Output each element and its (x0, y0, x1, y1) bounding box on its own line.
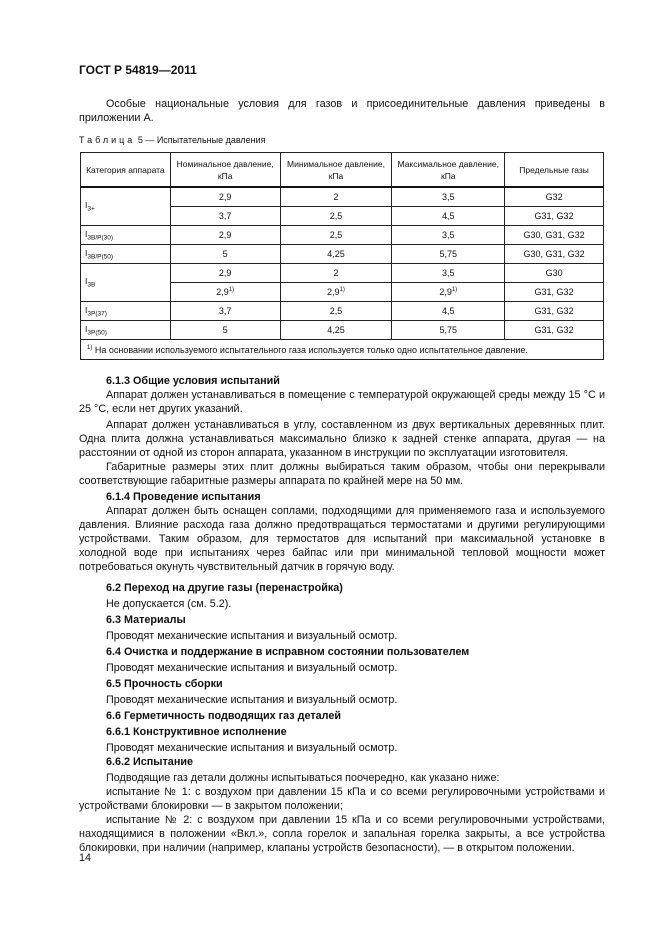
cell: 3,7 (170, 207, 280, 226)
cell: G30, G31, G32 (505, 245, 604, 264)
category-cell: $I_{3P(50)}$ (81, 321, 171, 340)
table-header-row (81, 153, 604, 188)
paragraph: Не допускается (см. 5.2). (106, 598, 232, 610)
table-row (81, 245, 604, 264)
cell: 2 (280, 187, 392, 207)
intro-paragraph: Особые национальные условия для газов и присоединительные давления приведены в приложении А. (79, 98, 605, 124)
cell: 2,9$^{1)}$ (392, 283, 505, 302)
category-cell: $I_{3+}$ (81, 187, 171, 226)
category-cell: $I_{3B}$ (81, 264, 171, 302)
section-heading: 6.6.2 Испытание (106, 756, 193, 768)
cell: 2,5 (280, 207, 392, 226)
cell: G30 (505, 264, 604, 283)
cell: G32 (505, 187, 604, 207)
category-cell: $I_{3B/P(30)}$ (81, 226, 171, 245)
paragraph: испытание № 2: с воздухом при давлении 15 кПа и со всеми регулировочными устройствами, находящимися в положении «Вкл.», сопла горелок и запальная горелка закрыты, а все устройства блокировки, при наличии (например, клапаны устройств безопасности), — в открытом положении. (79, 814, 605, 854)
paragraph: Аппарат должен быть оснащен соплами, подходящими для применяемого газа и используемого давления. Влияние расхода газа должно предотвращаться термостатами и другими регулирующими устройствами. Таким образом, для термостатов для испытаний при максимальной установке в холодной воде при испытаниях через байпас или при минимальной тепловой мощности может потребоваться окунуть чувствительный датчик в горячую воду. (79, 505, 605, 573)
cell: G31, G32 (505, 207, 604, 226)
cell: 3,5 (392, 187, 505, 207)
section-heading: 6.1.4 Проведение испытания (106, 491, 261, 503)
cell: 4,25 (280, 245, 392, 264)
paragraph: Подводящие газ детали должны испытываться поочередно, как указано ниже: (106, 772, 500, 784)
paragraph: Проводят механические испытания и визуальный осмотр. (106, 662, 398, 674)
cell: 2,9$^{1)}$ (170, 283, 280, 302)
cell: 3,7 (170, 302, 280, 321)
cell: 4,25 (280, 321, 392, 340)
cell: 2,9$^{1)}$ (280, 283, 392, 302)
column-header: Максимальное давление, кПа (392, 153, 505, 188)
column-header: Предельные газы (505, 153, 604, 188)
section-heading: 6.6.1 Конструктивное исполнение (106, 726, 287, 738)
cell: 5 (170, 321, 280, 340)
cell: 4,5 (392, 302, 505, 321)
cell: 2,5 (280, 226, 392, 245)
category-cell: $I_{3B/P(50)}$ (81, 245, 171, 264)
table-row (81, 187, 604, 207)
cell: G31, G32 (505, 321, 604, 340)
column-header: Категория аппарата (81, 153, 171, 188)
cell: 3,5 (392, 226, 505, 245)
table-row (81, 226, 604, 245)
cell: G31, G32 (505, 302, 604, 321)
section-heading: 6.5 Прочность сборки (106, 678, 223, 690)
cell: G30, G31, G32 (505, 226, 604, 245)
cell: 2,9 (170, 264, 280, 283)
cell: 4,5 (392, 207, 505, 226)
paragraph: Аппарат должен устанавливаться в углу, составленном из двух вертикальных деревянных плит. Одна плита должна устанавливаться максимально близко к задней стенке аппарата, другая — на расстоянии от одной из сторон аппарата, указанном в инструкции по эксплуатации изготовителя. (79, 419, 605, 459)
section-heading: 6.3 Материалы (106, 614, 186, 626)
cell: 3,5 (392, 264, 505, 283)
cell: 5 (170, 245, 280, 264)
page-number: 14 (79, 852, 92, 864)
paragraph: Аппарат должен устанавливаться в помещение с температурой окружающей среды между 15 °С и 25 °С, если нет других указаний. (79, 389, 605, 415)
paragraph: Габаритные размеры этих плит должны выбираться таким образом, чтобы они перекрывали соответствующие габаритные размеры аппарата по крайней мере на 50 мм. (79, 461, 605, 487)
cell: 5,75 (392, 321, 505, 340)
cell: G31, G32 (505, 283, 604, 302)
column-header: Номинальное давление, кПа (170, 153, 280, 188)
cell: 2,5 (280, 302, 392, 321)
table-footnote: $^{1)}$ На основании используемого испытательного газа используется только одно испытательное давление. (81, 340, 604, 360)
cell: 2,9 (170, 187, 280, 207)
section-heading: 6.4 Очистка и поддержание в исправном состоянии пользователем (106, 646, 470, 658)
document-header: ГОСТ Р 54819—2011 (79, 63, 197, 77)
section-heading: 6.2 Переход на другие газы (перенастройка) (106, 582, 343, 594)
paragraph: Проводят механические испытания и визуальный осмотр. (106, 694, 398, 706)
category-cell: $I_{3P(37)}$ (81, 302, 171, 321)
paragraph: Проводят механические испытания и визуальный осмотр. (106, 742, 398, 754)
cell: 2 (280, 264, 392, 283)
table-row (81, 321, 604, 340)
test-pressures-table (80, 152, 604, 360)
table-row (81, 302, 604, 321)
paragraph: испытание № 1: с воздухом при давлении 15 кПа и со всеми регулировочными устройствами и устройствами блокировки — в закрытом положении; (79, 786, 605, 812)
section-heading: 6.1.3 Общие условия испытаний (106, 375, 280, 387)
table-caption: Таблица 5 — Испытательные давления (79, 135, 266, 145)
table-footnote-row (81, 340, 604, 360)
column-header: Минимальное давление, кПа (280, 153, 392, 188)
document-body (79, 374, 605, 855)
cell: 2,9 (170, 226, 280, 245)
table-row (81, 264, 604, 283)
cell: 5,75 (392, 245, 505, 264)
section-heading: 6.6 Герметичность подводящих газ деталей (106, 710, 342, 722)
paragraph: Проводят механические испытания и визуальный осмотр. (106, 630, 398, 642)
